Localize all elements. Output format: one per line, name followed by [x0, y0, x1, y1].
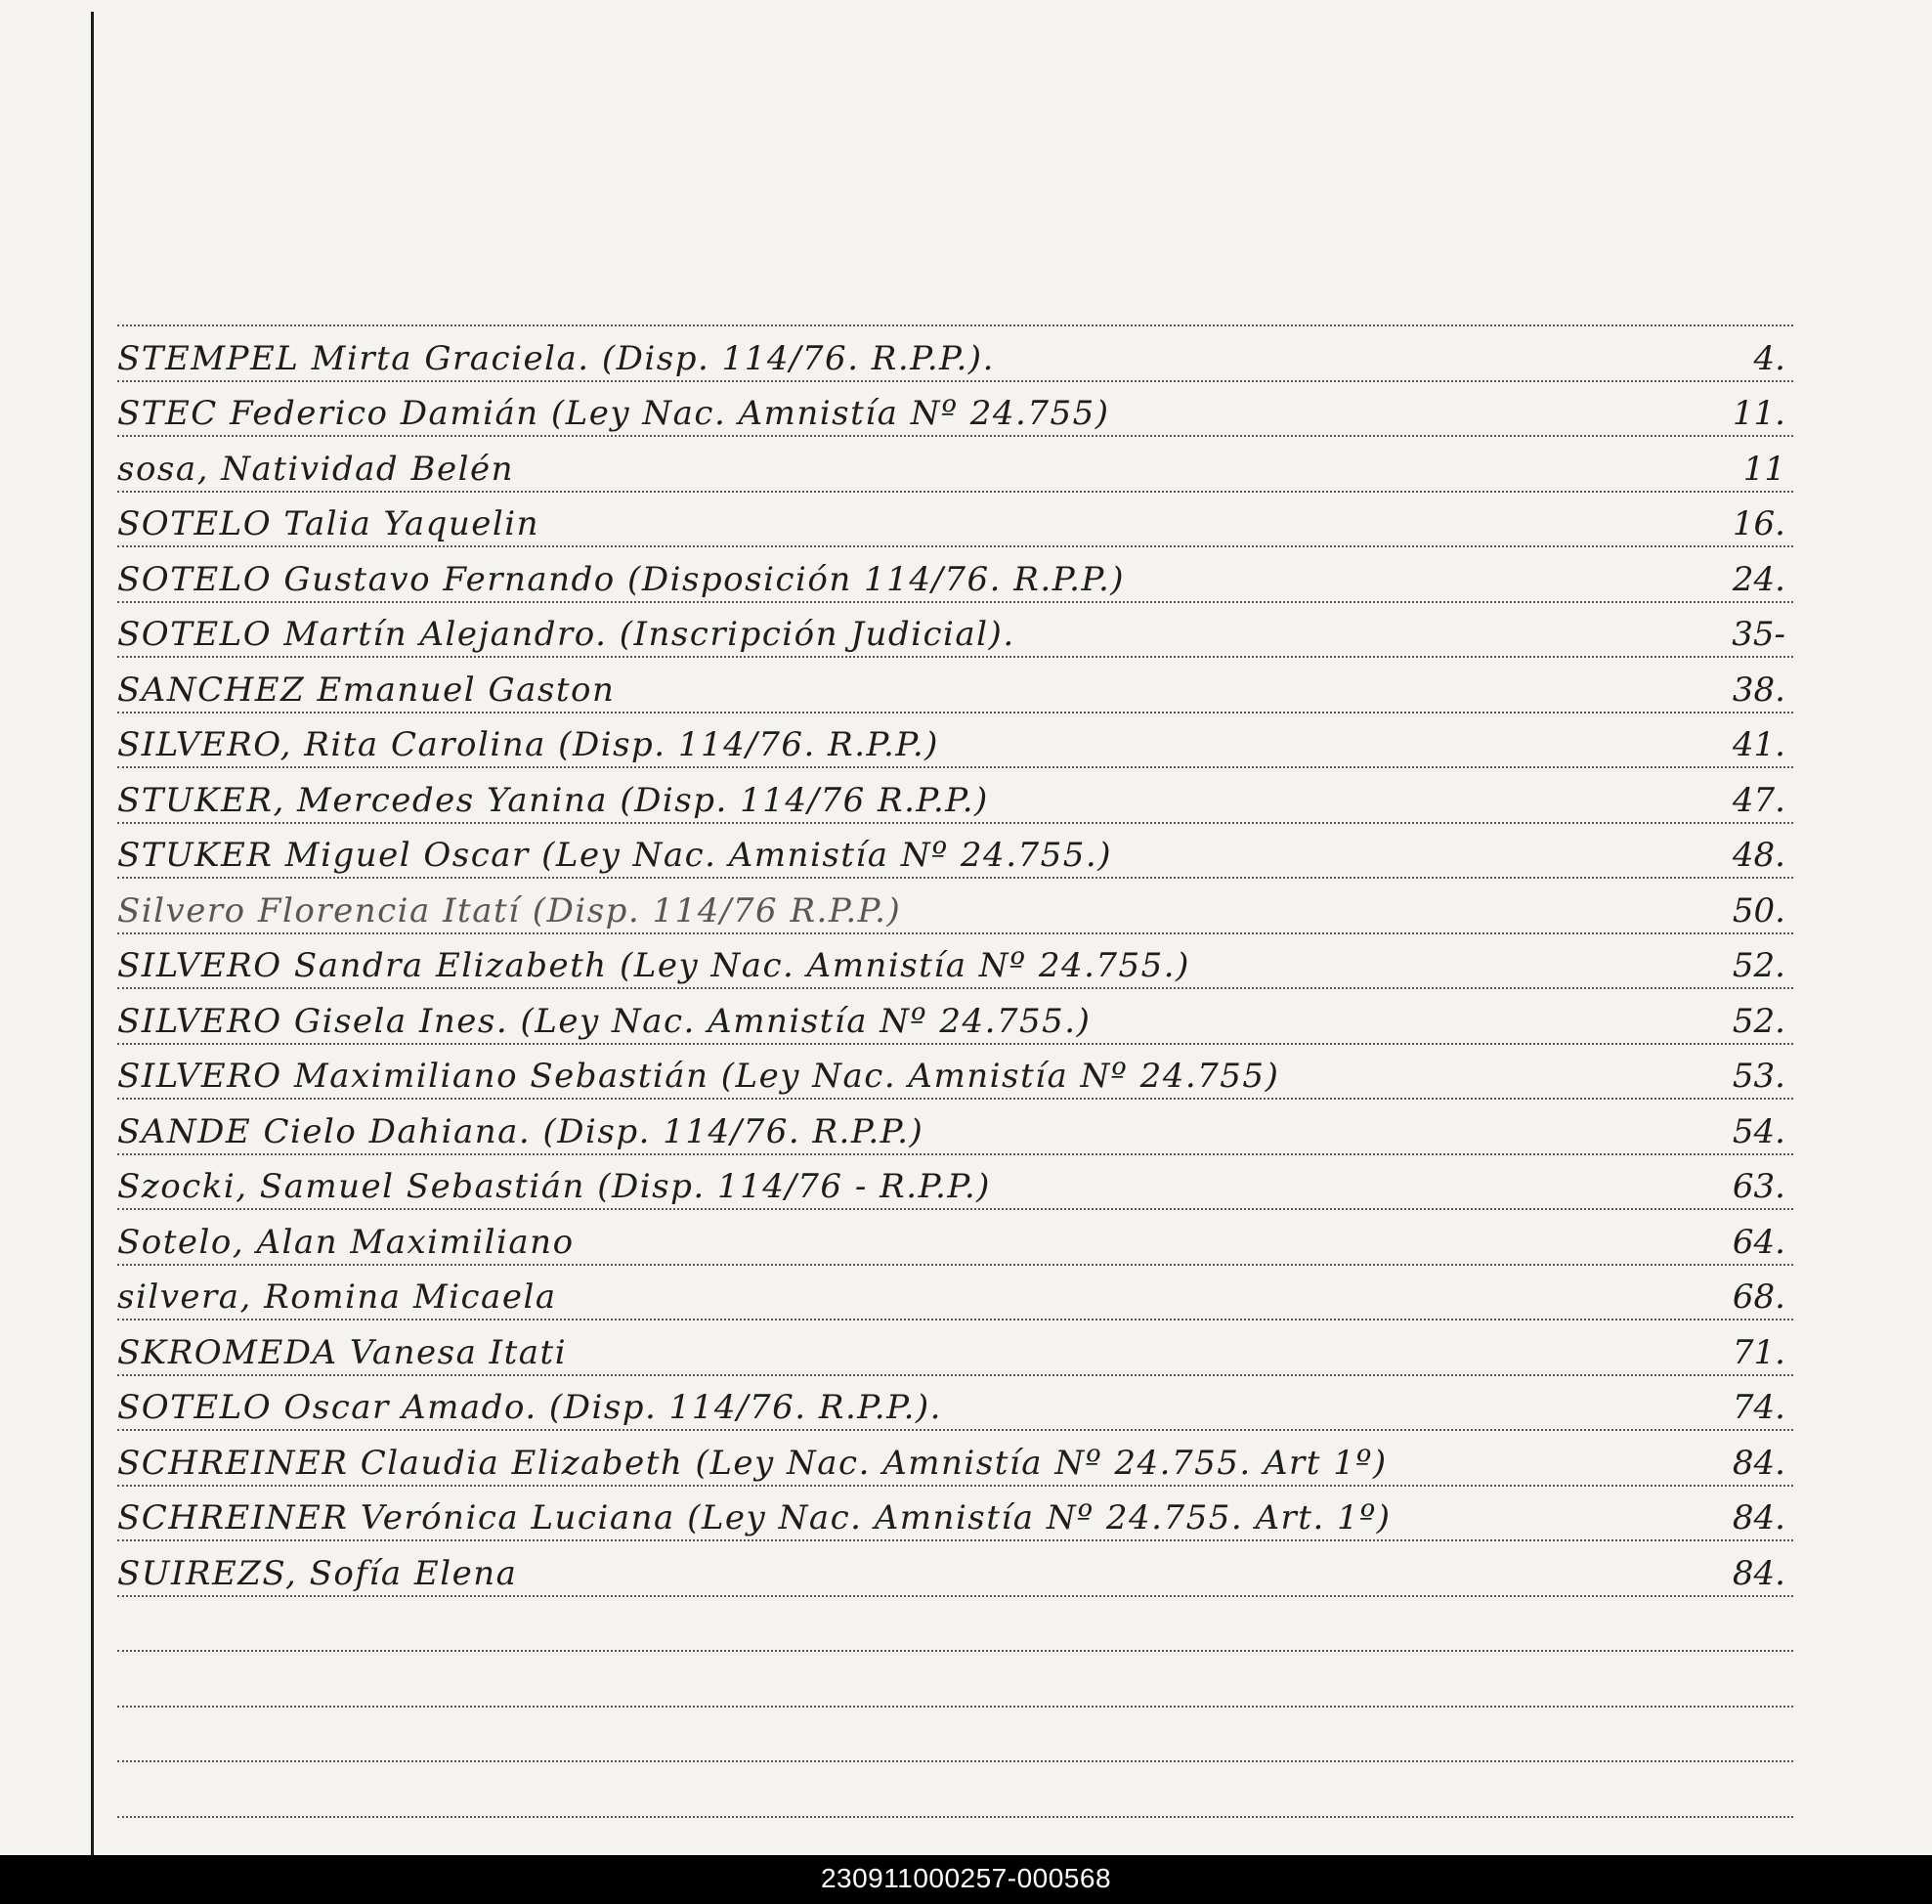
entry-name: SANDE Cielo Dahiana. (Disp. 114/76. R.P.P.)	[117, 1111, 924, 1151]
entry-folio: 68.	[1732, 1277, 1785, 1317]
entry-name: STEMPEL Mirta Graciela. (Disp. 114/76. R.P.P.).	[117, 338, 995, 378]
ledger-row	[117, 1376, 1793, 1432]
entry-name: SANCHEZ Emanuel Gaston	[117, 670, 616, 710]
entry-folio: 16.	[1732, 504, 1785, 543]
entry-name: SCHREINER Verónica Luciana (Ley Nac. Amnistía Nº 24.755. Art. 1º)	[117, 1498, 1392, 1537]
blank-ruled-line	[117, 1652, 1793, 1708]
ledger-row	[117, 1155, 1793, 1211]
entry-folio: 74.	[1732, 1388, 1785, 1427]
entry-name: SOTELO Talia Yaquelin	[117, 504, 540, 543]
entry-folio: 24.	[1732, 559, 1785, 599]
entry-folio: 48.	[1732, 836, 1785, 875]
entry-name: SOTELO Oscar Amado. (Disp. 114/76. R.P.P.).	[117, 1388, 942, 1427]
entry-folio: 54.	[1732, 1111, 1785, 1151]
entry-name: SILVERO Maximiliano Sebastián (Ley Nac. Amnistía Nº 24.755)	[117, 1057, 1280, 1096]
entry-folio: 11.	[1732, 394, 1785, 433]
entry-name: SILVERO Gisela Ines. (Ley Nac. Amnistía Nº 24.755.)	[117, 1001, 1092, 1041]
entry-name: Sotelo, Alan Maximiliano	[117, 1222, 575, 1262]
ledger-row	[117, 658, 1793, 714]
entry-folio: 47.	[1732, 780, 1785, 820]
ledger-row	[117, 989, 1793, 1045]
entry-name: STEC Federico Damián (Ley Nac. Amnistía Nº 24.755)	[117, 394, 1110, 433]
entry-name: SKROMEDA Vanesa Itati	[117, 1332, 568, 1372]
ledger-row	[117, 934, 1793, 990]
entry-folio: 52.	[1732, 946, 1785, 985]
entry-folio: 84.	[1732, 1553, 1785, 1593]
entry-folio: 38.	[1732, 670, 1785, 710]
entry-folio: 50.	[1732, 890, 1785, 930]
entry-folio: 52.	[1732, 1001, 1785, 1041]
ledger-row	[117, 547, 1793, 603]
ledger-row	[117, 1487, 1793, 1542]
entry-folio: 63.	[1732, 1167, 1785, 1206]
ledger-row	[117, 326, 1793, 382]
entry-folio: 4.	[1753, 338, 1785, 378]
ledger-row	[117, 1045, 1793, 1101]
entry-folio: 71.	[1732, 1332, 1785, 1372]
ledger-row	[117, 1100, 1793, 1155]
footer-bar	[0, 1855, 1932, 1904]
entry-name: SILVERO, Rita Carolina (Disp. 114/76. R.P.P.)	[117, 725, 939, 764]
entry-name: sosa, Natividad Belén	[117, 449, 514, 489]
blank-ruled-line	[117, 1762, 1793, 1818]
entry-folio: 53.	[1732, 1057, 1785, 1096]
ledger-row	[117, 437, 1793, 493]
entry-name: SOTELO Martín Alejandro. (Inscripción Judicial).	[117, 615, 1015, 654]
entry-folio: 35-	[1732, 615, 1785, 654]
entry-name: Silvero Florencia Itatí (Disp. 114/76 R.P.P.)	[117, 890, 902, 930]
ledger-row	[117, 824, 1793, 880]
ledger-row	[117, 879, 1793, 934]
entry-name: SCHREINER Claudia Elizabeth (Ley Nac. Amnistía Nº 24.755. Art 1º)	[117, 1443, 1388, 1483]
entry-name: SOTELO Gustavo Fernando (Disposición 114/76. R.P.P.)	[117, 559, 1126, 599]
ledger-row	[117, 493, 1793, 548]
ledger-row	[117, 768, 1793, 824]
entry-name: SILVERO Sandra Elizabeth (Ley Nac. Amnistía Nº 24.755.)	[117, 946, 1190, 985]
entry-folio: 64.	[1732, 1222, 1785, 1262]
entry-name: SUIREZS, Sofía Elena	[117, 1553, 518, 1593]
blank-ruled-line	[117, 1708, 1793, 1763]
margin-line	[91, 12, 94, 1855]
ledger-row	[117, 1210, 1793, 1266]
entry-folio: 84.	[1732, 1498, 1785, 1537]
document-id: 230911000257-000568	[820, 1863, 1112, 1893]
blank-ruled-line	[117, 1597, 1793, 1653]
ledger-row	[117, 1320, 1793, 1376]
entry-folio: 84.	[1732, 1443, 1785, 1483]
ledger-row	[117, 382, 1793, 438]
ledger-row	[117, 603, 1793, 659]
entry-folio: 11	[1742, 449, 1785, 489]
ledger-row	[117, 1541, 1793, 1597]
ledger-row	[117, 1266, 1793, 1321]
entry-name: Szocki, Samuel Sebastián (Disp. 114/76 - R.P.P.)	[117, 1167, 991, 1206]
entry-name: STUKER, Mercedes Yanina (Disp. 114/76 R.P.P.)	[117, 780, 989, 820]
entry-name: STUKER Miguel Oscar (Ley Nac. Amnistía Nº 24.755.)	[117, 836, 1112, 875]
entry-name: silvera, Romina Micaela	[117, 1277, 557, 1317]
entry-folio: 41.	[1732, 725, 1785, 764]
ledger-row	[117, 714, 1793, 769]
entry-list	[117, 326, 1793, 1818]
ledger-row	[117, 1431, 1793, 1487]
